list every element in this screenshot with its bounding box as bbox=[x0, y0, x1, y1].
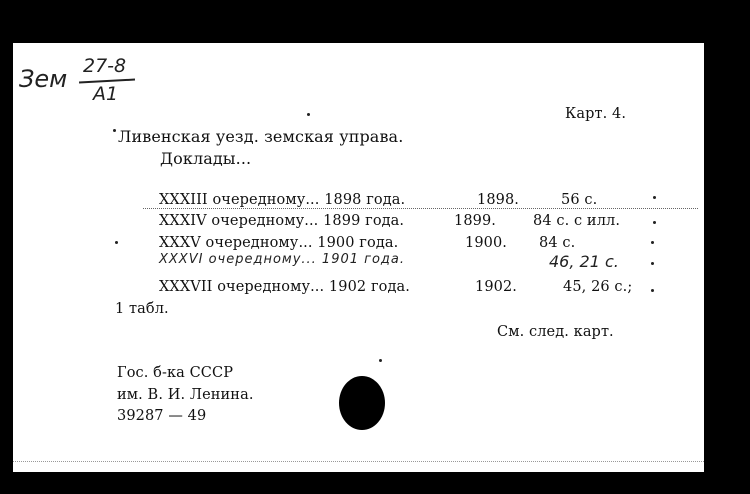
entry-pages-handwritten: 46, 21 с. bbox=[549, 252, 619, 271]
entry-year: 1898. bbox=[477, 192, 520, 208]
entry-label: XXXVII очередному... 1902 года. bbox=[159, 279, 410, 295]
stray-mark bbox=[307, 113, 310, 116]
shelfmark-denominator: А1 bbox=[93, 83, 119, 105]
catalog-card bbox=[13, 43, 704, 472]
entry-label-handwritten: XXXVI очередному... 1901 года. bbox=[159, 252, 406, 267]
library-name-2: им. В. И. Ленина. bbox=[117, 387, 254, 403]
punch-hole bbox=[339, 376, 385, 430]
see-next-card: См. след. карт. bbox=[497, 324, 614, 340]
stray-mark bbox=[651, 262, 654, 265]
bottom-rule bbox=[13, 461, 704, 462]
ruled-line bbox=[143, 208, 698, 209]
shelfmark-numerator: 27-8 bbox=[83, 55, 127, 77]
stray-mark bbox=[653, 221, 656, 224]
title: Доклады... bbox=[160, 149, 252, 168]
entry-year: 1902. bbox=[475, 279, 518, 295]
card-number: Карт. 4. bbox=[565, 106, 627, 122]
entry-label: XXXIII очередному... 1898 года. bbox=[159, 192, 406, 208]
author-heading: Ливенская уезд. земская управа. bbox=[118, 127, 404, 146]
card-code: 39287 — 49 bbox=[117, 408, 207, 424]
stray-mark bbox=[379, 359, 382, 362]
stray-mark bbox=[651, 289, 654, 292]
stray-mark bbox=[653, 196, 656, 199]
entry-label: XXXIV очередному... 1899 года. bbox=[159, 213, 405, 229]
shelfmark-top: Зем bbox=[19, 65, 68, 93]
entry-label: XXXV очередному... 1900 года. bbox=[159, 235, 399, 251]
entry-pages: 56 с. bbox=[561, 192, 598, 208]
entry-pages: 45, 26 с.; bbox=[563, 279, 633, 295]
entry-pages: 84 с. bbox=[539, 235, 576, 251]
stray-mark bbox=[651, 241, 654, 244]
entry-year: 1900. bbox=[465, 235, 508, 251]
scan-border bbox=[0, 0, 750, 43]
entry-year: 1899. bbox=[454, 213, 497, 229]
stray-mark bbox=[115, 241, 118, 244]
stray-mark bbox=[113, 129, 116, 132]
library-name: Гос. б-ка СССР bbox=[117, 365, 234, 381]
tables-note: 1 табл. bbox=[115, 301, 169, 317]
entry-pages: 84 с. с илл. bbox=[533, 213, 621, 229]
